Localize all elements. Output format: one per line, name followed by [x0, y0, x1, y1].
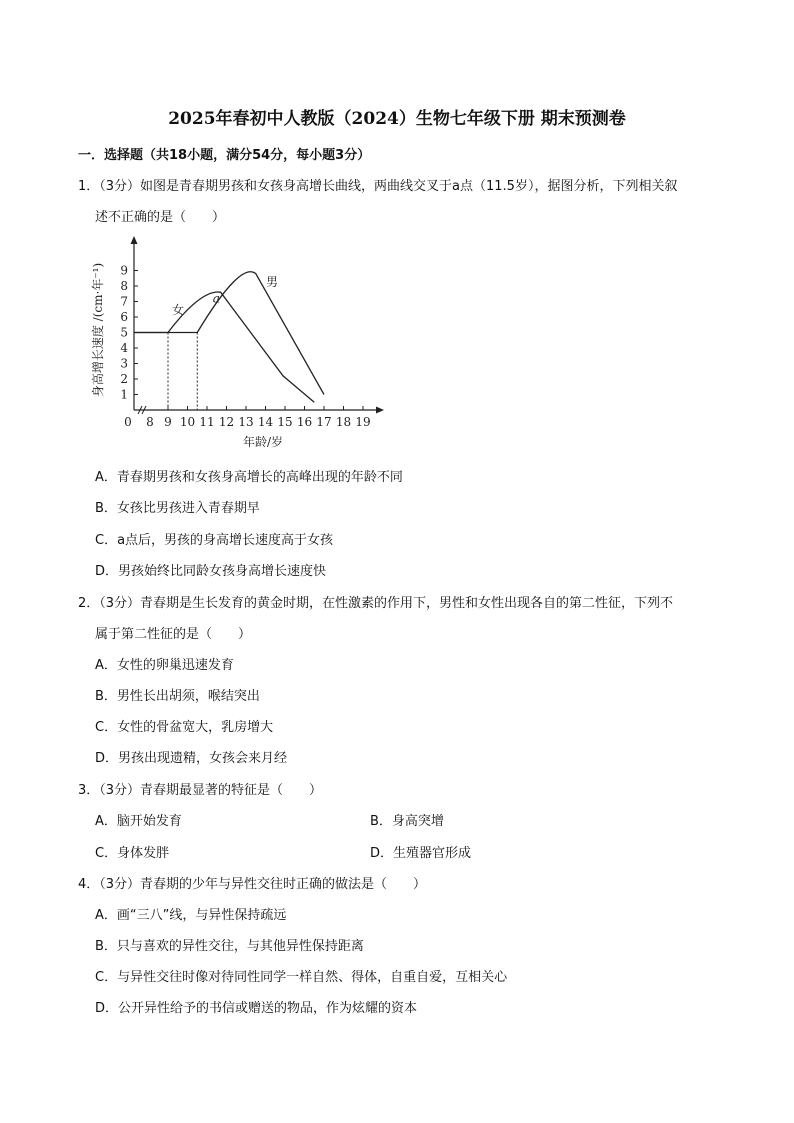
question-4-option-b[interactable]: B．只与喜欢的异性交往，与其他异性保持距离: [95, 939, 364, 954]
question-4-option-a[interactable]: A．画“三八”线，与异性保持疏远: [95, 908, 287, 923]
y-tick-label: 6: [120, 310, 128, 324]
page-title: 2025年春初中人教版（2024）生物七年级下册 期末预测卷: [168, 109, 626, 129]
y-tick-label: 1: [120, 387, 128, 402]
y-tick-label: 7: [120, 294, 128, 309]
series-label-male: 男: [266, 275, 279, 289]
question-1-option-b[interactable]: B．女孩比男孩进入青春期早: [95, 501, 260, 516]
question-2-option-a[interactable]: A．女性的卵巢迅速发育: [95, 658, 234, 673]
series-line-0: [134, 292, 314, 402]
question-2-stem-line1: 2．（3分）青春期是生长发育的黄金时期，在性激素的作用下，男性和女性出现各自的第二性征，下列不: [78, 596, 674, 611]
y-axis-arrow: [131, 236, 138, 244]
x-tick-label: 0: [124, 415, 132, 429]
question-2-stem-line2: 属于第二性征的是（ ）: [95, 627, 252, 642]
question-3-stem: 3．（3分）青春期最显著的特征是（ ）: [78, 783, 323, 798]
series-line-1: [134, 272, 324, 395]
question-2-option-d[interactable]: D．男孩出现遗精，女孩会来月经: [95, 751, 288, 766]
question-3-option-a[interactable]: A．脑开始发育: [95, 814, 182, 829]
x-tick-label: 12: [218, 415, 235, 429]
y-tick-label: 9: [120, 263, 128, 278]
x-tick-label: 8: [146, 415, 154, 429]
y-tick-label: 2: [120, 372, 128, 386]
question-1-option-d[interactable]: D．男孩始终比同龄女孩身高增长速度快: [95, 564, 327, 579]
x-tick-label: 18: [335, 415, 352, 429]
question-3-option-d[interactable]: D．生殖器官形成: [370, 846, 472, 861]
y-tick-label: 8: [120, 279, 128, 293]
question-1-stem-line1: 1．（3分）如图是青春期男孩和女孩身高增长曲线，两曲线交叉于a点（11.5岁），据图分析，下列相关叙: [78, 179, 678, 194]
x-tick-label: 10: [179, 415, 196, 429]
x-tick-label: 16: [296, 415, 313, 429]
x-axis-arrow: [376, 407, 384, 414]
question-1-option-c[interactable]: C．a点后，男孩的身高增长速度高于女孩: [95, 533, 334, 548]
question-4-option-c[interactable]: C．与异性交往时像对待同性同学一样自然、得体，自重自爱，互相关心: [95, 970, 508, 985]
x-tick-label: 17: [316, 415, 332, 429]
y-tick-label: 3: [120, 356, 128, 371]
x-tick-label: 9: [164, 415, 172, 429]
y-axis-label: 身高增长速度 /(cm·年⁻¹): [91, 262, 105, 398]
question-4-option-d[interactable]: D．公开异性给予的书信或赠送的物品，作为炫耀的资本: [95, 1001, 418, 1016]
question-2-option-b[interactable]: B．男性长出胡须，喉结突出: [95, 689, 260, 704]
y-tick-label: 5: [120, 325, 128, 340]
x-tick-label: 15: [277, 415, 293, 429]
x-tick-label: 13: [238, 415, 254, 429]
growth-chart: [88, 230, 388, 460]
x-tick-label: 14: [257, 415, 274, 429]
x-tick-label: 19: [355, 415, 371, 429]
question-1-stem-line2: 述不正确的是（ ）: [95, 210, 226, 225]
x-axis-label: 年龄/岁: [242, 435, 284, 449]
section-heading: 一．选择题（共18小题，满分54分，每小题3分）: [78, 148, 371, 163]
question-3-option-c[interactable]: C．身体发胖: [95, 846, 170, 861]
annotation-a: a: [212, 291, 220, 306]
question-1-option-a[interactable]: A．青春期男孩和女孩身高增长的高峰出现的年龄不同: [95, 470, 403, 485]
question-4-stem: 4．（3分）青春期的少年与异性交往时正确的做法是（ ）: [78, 877, 427, 892]
y-tick-label: 4: [120, 341, 128, 355]
question-3-option-b[interactable]: B．身高突增: [370, 814, 444, 829]
question-2-option-c[interactable]: C．女性的骨盆宽大，乳房增大: [95, 720, 274, 735]
x-tick-label: 11: [199, 415, 215, 429]
series-label-female: 女: [172, 302, 185, 317]
